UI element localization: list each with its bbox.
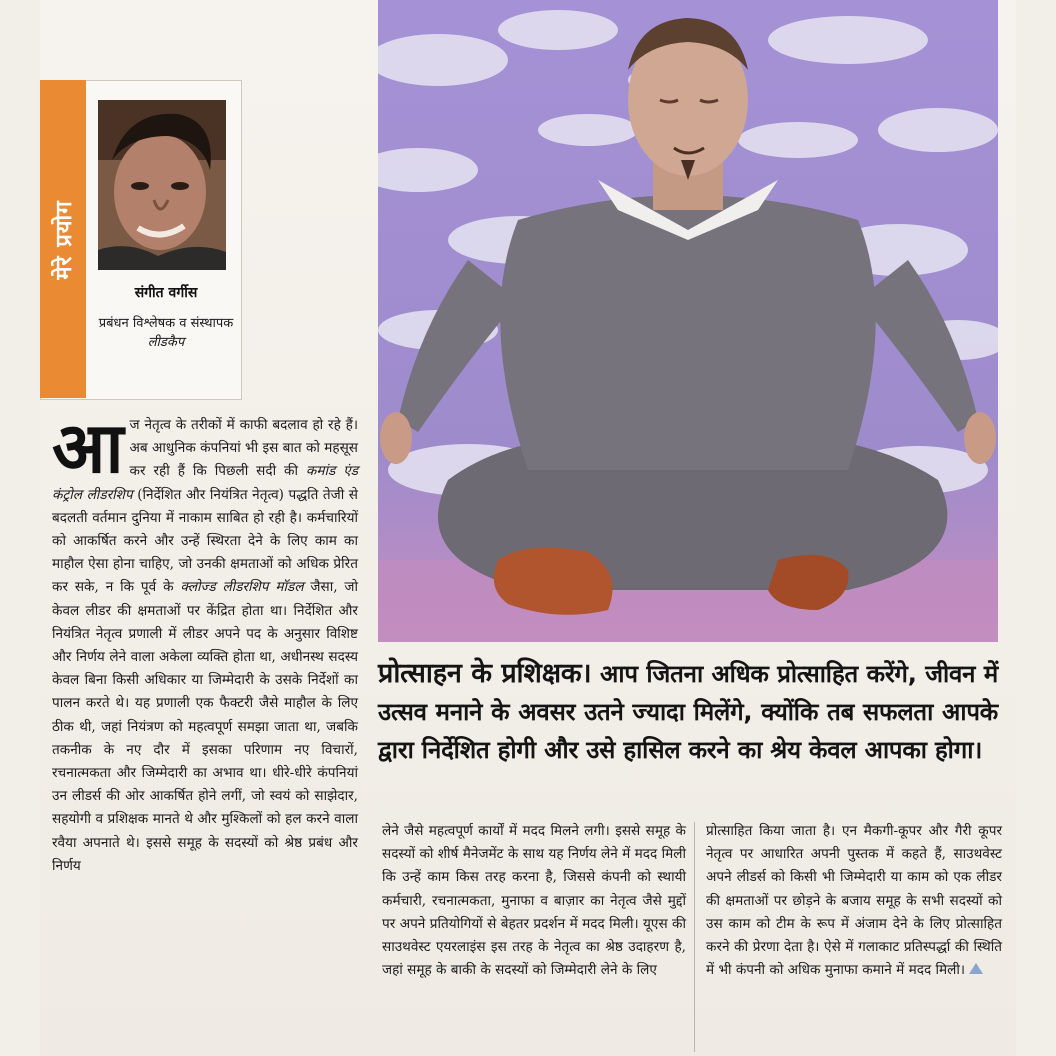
column-divider: [694, 822, 695, 1052]
author-role: [98, 314, 234, 352]
article-column-2: [382, 820, 686, 982]
article-text-2: लेने जैसे महत्वपूर्ण कार्यों में मदद मिलने लगी। इससे समूह के सदस्यों को शीर्ष मैनेजमेंट के साथ यह निर्णय लेने में मदद मिली कि उन्हें काम किस तरह करना है, जिससे कंपनी को स्थायी कर्मचारी, रचनात्मकता, मुनाफा व बाज़ार का नेतृत्व जैसे मुद्दों पर अपने प्रतियोगियों से बेहतर प्रदर्शन में मदद मिली। यूएस की साउथवेस्ट एयरलाइंस इस तरह के नेतृत्व का श्रेष्ठ उदाहरण है, जहां समूह के बाकी के सदस्यों को जिम्मेदारी लेने के लिए: [382, 823, 686, 979]
caption-kicker: प्रोत्साहन के प्रशिक्षक।: [378, 658, 592, 689]
article-text-1c: जैसा, जो केवल लीडर की क्षमताओं पर केंद्रित होता था। निर्देशित और नियंत्रित नेतृत्व प्रणाली में लीडर अपने पद के अनुसार विशिष्ट और निर्णय लेने वाला अकेला व्यक्ति होता था, अधीनस्थ सदस्य केवल बिना किसी अधिकार या जिम्मेदारी के उसके निर्देशों का पालन करते थे। यह प्रणाली एक फैक्टरी जैसे माहौल के लिए ठीक थी, जहां नियंत्रण को महत्वपूर्ण समझा जाता था, जबकि तकनीक के नए दौर में इसका परिणाम नए विचारों, रचनात्मकता और जिम्मेदारी का अभाव था। धीरे-धीरे कंपनियां उन लीडर्स की ओर आकर्षित होने लगीं, जो स्वयं को साझेदार, सहयोगी व प्रशिक्षक मानते थे और मुश्किलों को हल करने वाला रवैया अपनाते थे। इससे समूह के सदस्यों को श्रेष्ठ प्रबंध और निर्णय: [52, 579, 359, 874]
author-photo: [98, 100, 226, 270]
end-mark-icon: [969, 963, 983, 974]
article-text-3: प्रोत्साहित किया जाता है। एन मैकगी-कूपर और गैरी कूपर नेतृत्व पर आधारित अपनी पुस्तक में कहते हैं, साउथवेस्ट अपने लीडर्स को किसी भी जिम्मेदारी या काम को एक लीडर की क्षमताओं पर छोड़ने के बजाय समूह के सभी सदस्यों को उस काम को टीम के रूप में अंजाम देने के लिए प्रोत्साहित करने की प्रेरणा देता है। ऐसे में गलाकाट प्रतिस्पर्द्धा की स्थिति में भी कंपनी को अधिक मुनाफा कमाने में मदद मिली।: [706, 823, 1002, 979]
meditating-man-illustration: [378, 0, 998, 642]
article-italic-1: कमांड एंड कंट्रोल लीडरशिप: [52, 463, 359, 503]
column-tab-label: मेरे प्रयोग: [52, 200, 77, 280]
author-name: संगीत वर्गीस: [134, 285, 198, 301]
drop-cap: आ: [52, 407, 124, 489]
author-role-text: प्रबंधन विश्लेषक व संस्थापक: [98, 316, 234, 331]
article-italic-2: क्लोज्ड लीडरशिप मॉडल: [180, 579, 304, 596]
photo-caption: [378, 655, 998, 769]
article-text-1a: ज नेतृत्व के तरीकों में काफी बदलाव हो रहे हैं। अब आधुनिक कंपनियां भी इस बात को महसूस कर रही हैं कि पिछली सदी की: [129, 417, 358, 480]
caption-text: आप जितना अधिक प्रोत्साहित करेंगे, जीवन में उत्सव मनाने के अवसर उतने ज्यादा मिलेंगे, क्योंकि तब सफलता आपके द्वारा निर्देशित होगी और उसे हासिल करने का श्रेय केवल आपका होगा।: [378, 660, 999, 764]
author-company: लीडकैप: [147, 335, 185, 350]
article-text-1b: (निर्देशित और नियंत्रित नेतृत्व) पद्धति तेजी से बदलती वर्तमान दुनिया में नाकाम साबित हो रही है। कर्मचारियों को आकर्षित करने और उन्हें स्थिरता देने के लिए काम का माहौल ऐसा होना चाहिए, जो उनकी क्षमताओं को अधिक प्रेरित कर सके, न कि पूर्व के: [52, 486, 358, 596]
author-portrait-illustration: [98, 100, 226, 270]
article-column-1: [52, 407, 359, 878]
article-column-3: [706, 820, 1002, 982]
meditation-photo: [378, 0, 998, 642]
